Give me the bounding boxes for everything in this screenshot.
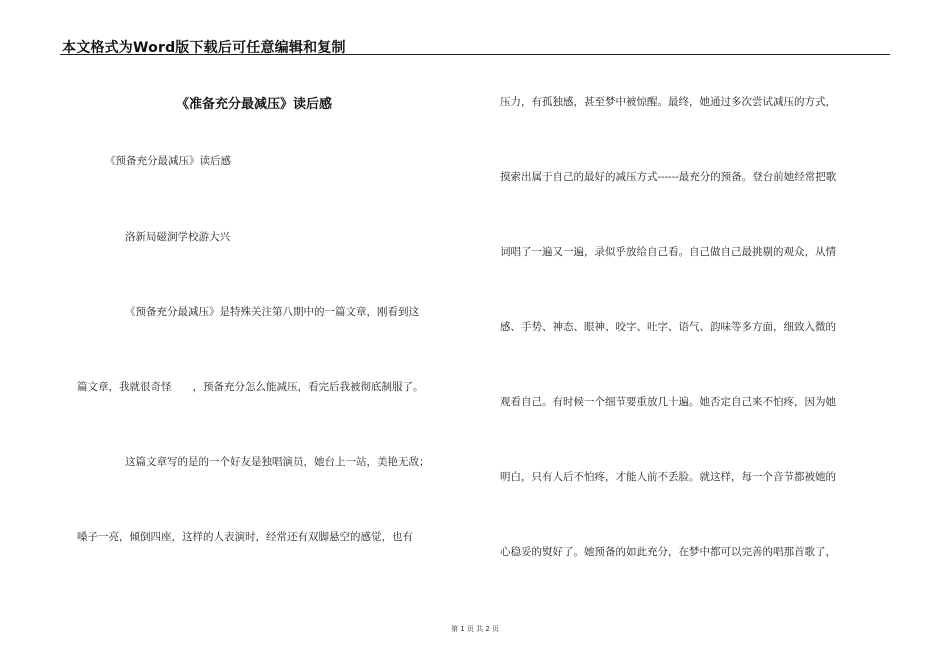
page-number: 第 1 页 共 2 页	[450, 625, 500, 633]
left-line-1: 《预备充分最减压》读后感	[105, 155, 231, 167]
right-line-3: 词唱了一遍又一遍，录似乎放给自己看。自己做自己最挑剔的观众，从情	[500, 246, 836, 258]
left-line-6: 嗓子一亮，倾倒四座，这样的人表演时，经常还有双脚悬空的感觉，也有	[77, 531, 413, 543]
left-line-2: 洛新局磁涧学校游大兴	[125, 231, 230, 243]
document-title: 《准备充分最减压》读后感	[176, 97, 333, 112]
right-line-1: 压力，有孤独感，甚至梦中被惊醒。最终，她通过多次尝试减压的方式，	[500, 96, 836, 108]
left-line-4: 篇文章，我就很奇怪 ，预备充分怎么能减压，看完后我被彻底制服了。	[77, 381, 424, 393]
right-line-6: 明白，只有人后不怕疼，才能人前不丢脸。就这样，每一个音节都被她的	[500, 471, 836, 483]
right-line-2: 摸索出属于自己的最好的减压方式------最充分的预备。登台前她经常把歌	[500, 171, 837, 183]
header-divider	[60, 54, 890, 55]
left-line-3: 《预备充分最减压》是特殊关注第八期中的一篇文章，刚看到这	[125, 306, 419, 318]
page-header-text: 本文格式为Word版下载后可任意编辑和复制	[62, 40, 346, 56]
right-line-7: 心稳妥的熨好了。她预备的如此充分，在梦中都可以完善的唱那首歌了，	[500, 546, 836, 558]
right-line-5: 观看自己。有时候一个细节要重放几十遍。她否定自己来不怕疼，因为她	[500, 396, 836, 408]
right-line-4: 感、手势、神态、眼神、咬字、吐字、语气、韵味等多方面，细致入微的	[500, 321, 836, 333]
left-line-5: 这篇文章写的是的一个好友是独唱演员，她台上一站，美艳无敌；	[125, 456, 430, 468]
